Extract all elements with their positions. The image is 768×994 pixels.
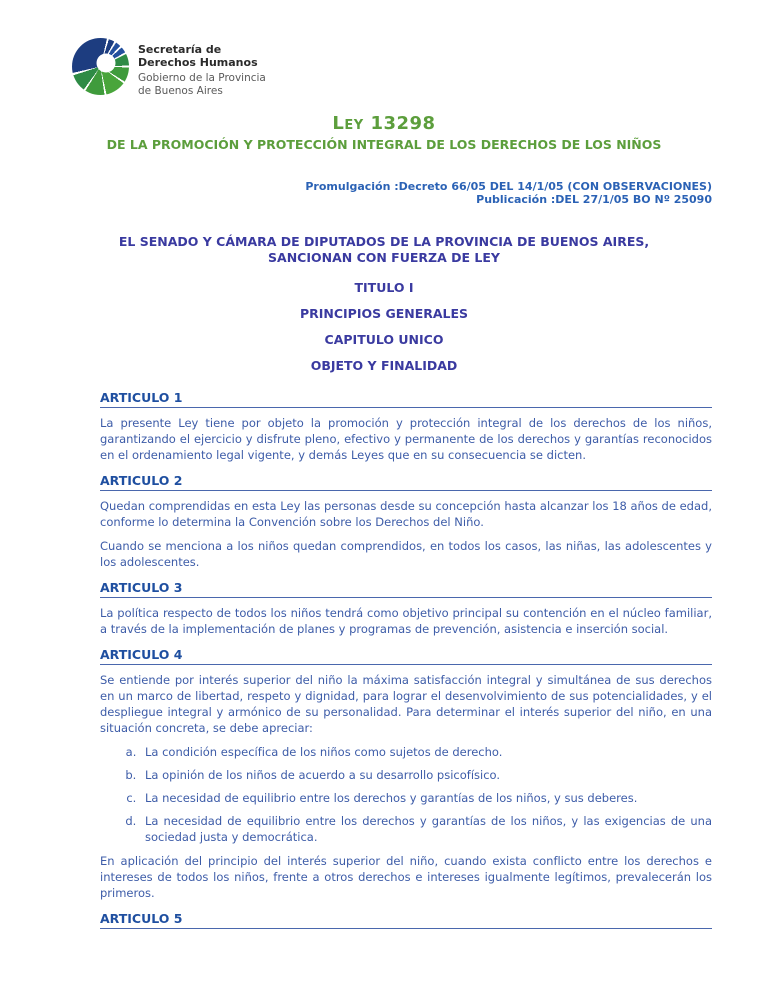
article-list-item: d. La necesidad de equilibrio entre los derechos y garantías de los niños, y las exigencias de una sociedad justa y democrática. <box>140 813 712 845</box>
enacting-line: SANCIONAN CON FUERZA DE LEY <box>268 249 500 265</box>
article-paragraph: Quedan comprendidas en esta Ley las personas desde su concepción hasta alcanzar los 18 años de edad, conforme lo determina la Convención sobre los Derechos del Niño. <box>100 499 712 529</box>
article-heading: ARTICULO 1 <box>100 390 712 408</box>
article-section <box>100 390 712 463</box>
article-heading: ARTICULO 3 <box>100 580 712 598</box>
section-heading-objeto: OBJETO Y FINALIDAD <box>310 358 458 373</box>
article-paragraph: Se entiende por interés superior del niño la máxima satisfacción integral y simultánea de sus derechos en un marco de libertad, respeto y dignidad, para lograr el desenvolvimiento de sus potencialidades, y el despliegue integral y armónico de su personalidad. Para determinar el interés superior del niño, en una situación concreta, se debe apreciar: <box>100 673 712 735</box>
law-title: Ley 13298 <box>332 113 436 134</box>
article-list-item: c. La necesidad de equilibrio entre los derechos y garantías de los niños, y sus deberes. <box>140 790 712 806</box>
article-closing-paragraph: En aplicación del principio del interés superior del niño, cuando exista conflicto entre los derechos e intereses de todos los niños, frente a otros derechos e intereses igualmente legítimos, prevalecerán los primeros. <box>100 854 712 900</box>
section-headings <box>0 280 768 373</box>
article-heading: ARTICULO 4 <box>100 647 712 665</box>
article-paragraph: La presente Ley tiene por objeto la promoción y protección integral de los derechos de los niños, garantizando el ejercicio y disfrute pleno, efectivo y permanente de los derechos y garantías reconocidos en el ordenamiento legal vigente, y demás Leyes que en su consecuencia se dicten. <box>100 416 712 462</box>
section-heading-principios: PRINCIPIOS GENERALES <box>299 306 469 321</box>
publication-block <box>0 180 768 206</box>
article-list-item: a. La condición específica de los niños como sujetos de derecho. <box>140 744 712 760</box>
publication-line: Publicación :DEL 27/1/05 BO Nº 25090 <box>476 193 712 206</box>
article-list-item: b. La opinión de los niños de acuerdo a su desarrollo psicofísico. <box>140 767 712 783</box>
promulgation-line: Promulgación :Decreto 66/05 DEL 14/1/05 (CON OBSERVACIONES) <box>305 180 712 193</box>
gov-name-line: Gobierno de la Provincia <box>138 72 266 84</box>
enacting-clause <box>0 234 768 265</box>
article-heading: ARTICULO 2 <box>100 473 712 491</box>
article-section <box>100 580 712 637</box>
article-paragraph: Cuando se menciona a los niños quedan comprendidos, en todos los casos, las niñas, las adolescentes y los adolescentes. <box>100 539 712 569</box>
article-section <box>100 911 712 929</box>
law-subtitle: DE LA PROMOCIÓN Y PROTECCIÓN INTEGRAL DE LOS DERECHOS DE LOS NIÑOS <box>106 137 662 152</box>
pinwheel-logo-icon <box>72 38 129 95</box>
gov-name-line: de Buenos Aires <box>138 84 223 97</box>
enacting-line: EL SENADO Y CÁMARA DE DIPUTADOS DE LA PROVINCIA DE BUENOS AIRES, <box>118 234 650 249</box>
org-name-line: Derechos Humanos <box>138 56 258 69</box>
section-heading-capitulo: CAPITULO UNICO <box>324 332 444 347</box>
article-paragraph: La política respecto de todos los niños tendrá como objetivo principal su contención en el núcleo familiar, a través de la implementación de planes y programas de prevención, asistencia e inserción social. <box>100 606 712 636</box>
article-list <box>100 744 712 845</box>
section-heading-titulo: TITULO I <box>354 280 414 295</box>
org-name-line: Secretaría de <box>138 43 222 56</box>
article-section <box>100 647 712 901</box>
articles-body <box>0 373 768 929</box>
org-logo-text <box>138 38 266 97</box>
article-section <box>100 473 712 570</box>
org-logo <box>72 38 768 97</box>
article-heading: ARTICULO 5 <box>100 911 712 929</box>
